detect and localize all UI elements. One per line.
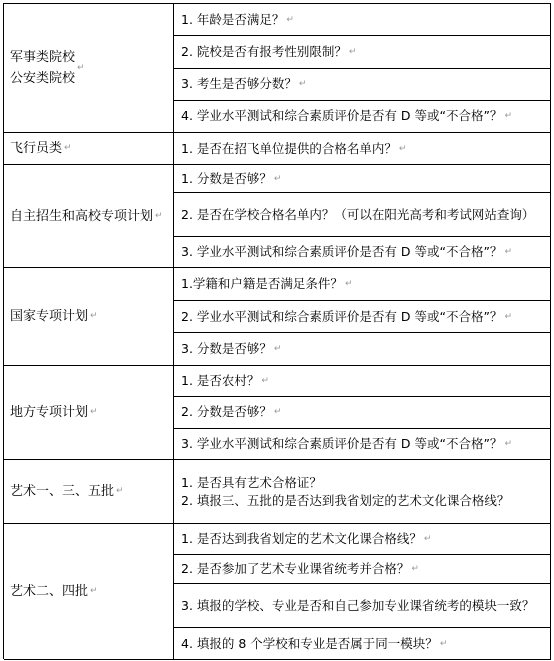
list-item [174, 628, 550, 659]
item-text: 3. 填报的学校、专业是否和自己参加专业课省统考的模块一致？ [181, 597, 535, 613]
paragraph-mark-icon: ↵ [64, 143, 72, 153]
list-item [174, 555, 550, 584]
item-text: 1. 是否农村？ [181, 373, 260, 389]
item-text: 1. 分数是否够？ [181, 170, 272, 186]
paragraph-mark-icon: ↵ [423, 534, 432, 544]
list-item [174, 584, 550, 628]
category-cell [4, 165, 174, 267]
checklist-table [3, 3, 551, 659]
items-cell [174, 165, 551, 267]
paragraph-mark-icon: ↵ [504, 311, 512, 322]
list-item [174, 165, 550, 193]
item-text: 1. 年龄是否满足？ [181, 11, 285, 27]
paragraph-mark-icon: ↵ [504, 438, 512, 449]
category-cell [4, 133, 174, 164]
items-cell [174, 366, 551, 459]
category-cell [4, 268, 174, 365]
list-item [174, 524, 550, 555]
item-text: 2. 学业水平测试和综合素质评价是否有 D 等或“不合格”？ [181, 308, 503, 324]
list-item [174, 69, 550, 101]
list-item [174, 366, 550, 397]
items-cell [174, 268, 551, 365]
table-group [4, 524, 551, 660]
list-item [174, 193, 550, 237]
list-item [174, 333, 550, 365]
table-group [4, 4, 551, 133]
item-text: 1. 是否具有艺术合格证？ 2. 填报三、五批的是否达到我省划定的艺术文化课合格线？ [181, 474, 510, 508]
list-item [174, 101, 550, 132]
paragraph-mark-icon: ↵ [398, 143, 407, 154]
item-text: 1. 是否达到我省划定的艺术文化课合格线？ [181, 531, 422, 546]
category-label: 国家专项计划 [10, 309, 89, 324]
item-text: 2. 分数是否够？ [181, 404, 272, 420]
item-text: 1. 是否在招飞单位提供的合格名单内？ [181, 140, 397, 156]
category-label: 地方专项计划 [10, 405, 89, 420]
category-cell [4, 460, 174, 523]
category-cell [4, 4, 174, 132]
paragraph-mark-icon: ↵ [90, 311, 98, 321]
list-item [174, 36, 550, 68]
table-group [4, 268, 551, 366]
list-item [174, 4, 550, 36]
list-item [174, 397, 550, 428]
category-cell [4, 524, 174, 659]
item-text: 2. 是否参加了艺术专业课省统考并合格？ [181, 561, 410, 576]
paragraph-mark-icon: ↵ [90, 407, 98, 417]
table-group [4, 460, 551, 524]
paragraph-mark-icon: ↵ [77, 62, 85, 73]
category-label: 军事类院校 公安类院校 [10, 50, 76, 86]
paragraph-mark-icon: ↵ [261, 376, 269, 387]
item-text: 4. 学业水平测试和综合素质评价是否有 D 等或“不合格”？ [181, 108, 503, 124]
items-cell [174, 460, 551, 523]
item-text: 4. 填报的 8 个学校和专业是否属于同一模块？ [181, 635, 438, 651]
paragraph-mark-icon: ↵ [344, 278, 353, 289]
paragraph-mark-icon: ↵ [273, 173, 282, 184]
paragraph-mark-icon: ↵ [504, 247, 512, 257]
item-text: 3. 分数是否够？ [181, 341, 272, 357]
list-item [174, 268, 550, 301]
category-label: 自主招生和高校专项计划 [10, 208, 154, 224]
item-text: 2. 院校是否有报考性别限制？ [181, 43, 347, 59]
paragraph-mark-icon: ↵ [116, 486, 124, 496]
category-label: 飞行员类 [10, 141, 63, 156]
paragraph-mark-icon: ↵ [286, 14, 294, 25]
item-text: 2. 是否在学校合格名单内？（可以在阳光高考和考试网站查询） [181, 206, 535, 222]
paragraph-mark-icon: ↵ [411, 564, 419, 574]
paragraph-mark-icon: ↵ [348, 46, 357, 57]
items-cell [174, 524, 551, 659]
paragraph-mark-icon: ↵ [439, 638, 448, 649]
list-item [174, 429, 550, 459]
paragraph-mark-icon: ↵ [273, 407, 282, 418]
category-label: 艺术二、四批 [10, 584, 89, 599]
table-group [4, 165, 551, 268]
paragraph-mark-icon: ↵ [504, 111, 512, 122]
category-cell [4, 366, 174, 459]
list-item [174, 301, 550, 334]
items-cell [174, 4, 551, 132]
list-item [174, 237, 550, 267]
paragraph-mark-icon: ↵ [298, 79, 307, 90]
item-text: 3. 学业水平测试和综合素质评价是否有 D 等或“不合格”？ [181, 435, 503, 451]
item-text: 1.学籍和户籍是否满足条件？ [181, 275, 343, 291]
paragraph-mark-icon: ↵ [273, 344, 282, 355]
table-group [4, 366, 551, 460]
paragraph-mark-icon: ↵ [90, 586, 98, 596]
items-cell [174, 133, 551, 164]
list-item [174, 133, 550, 164]
list-item [174, 460, 550, 523]
paragraph-mark-icon: ↵ [155, 210, 163, 221]
table-group [4, 133, 551, 165]
item-text: 3. 考生是否够分数？ [181, 76, 297, 92]
item-text: 3. 学业水平测试和综合素质评价是否有 D 等或“不合格”？ [181, 244, 503, 259]
category-label: 艺术一、三、五批 [10, 484, 115, 499]
